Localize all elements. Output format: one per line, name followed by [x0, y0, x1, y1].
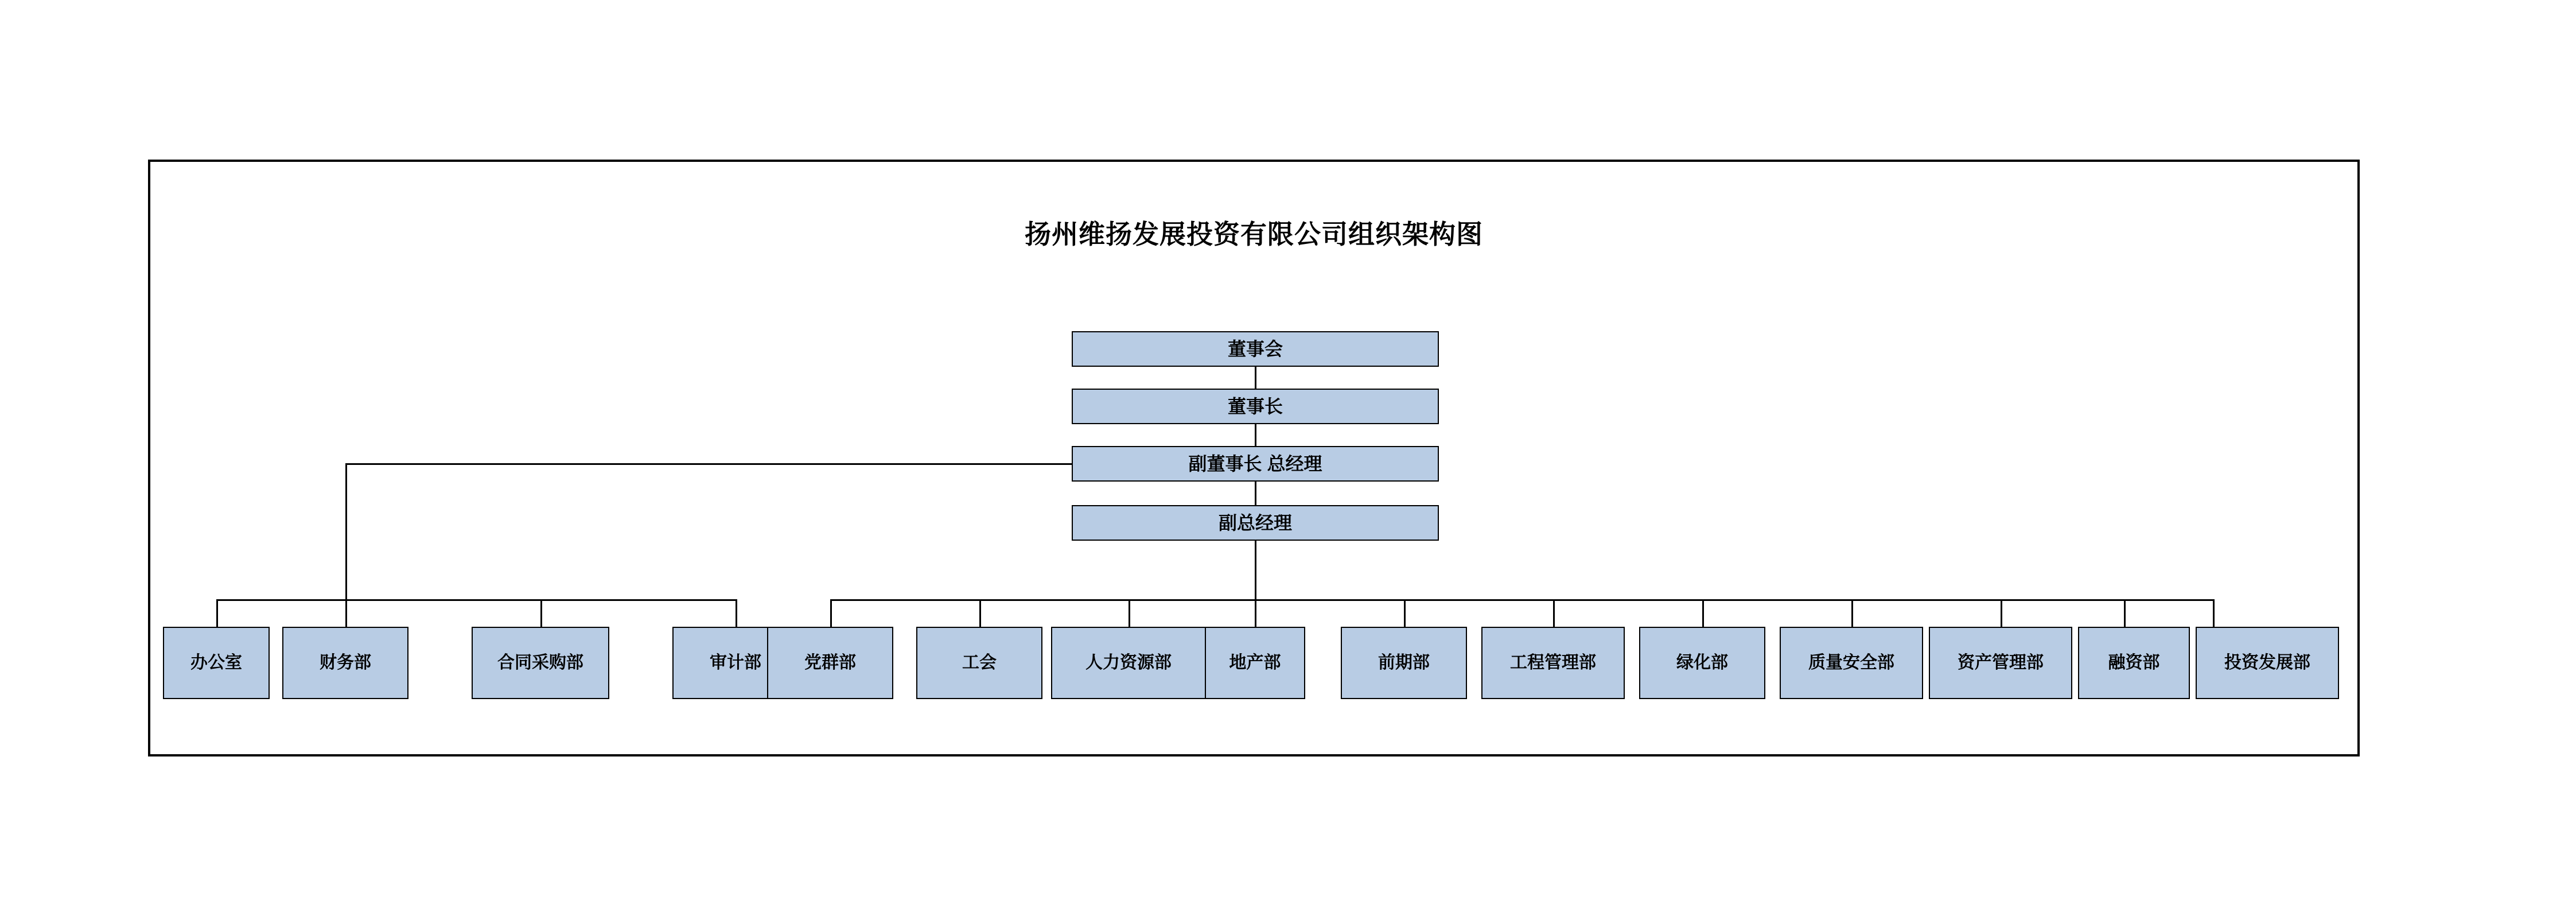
org-node-greening[interactable]: [1639, 627, 1765, 699]
org-chart-frame: [148, 160, 2360, 756]
org-node-human-resources-label: 人力资源部: [1085, 653, 1172, 672]
org-node-party-mass[interactable]: [767, 627, 893, 699]
connector-drop-greening: [1702, 599, 1704, 627]
org-node-financing-label: 融资部: [2108, 653, 2160, 672]
org-node-chairman-label: 董事长: [1227, 396, 1283, 417]
org-node-office[interactable]: [163, 627, 270, 699]
org-node-deputy-gm[interactable]: [1072, 505, 1439, 541]
connector-drop-human-resources: [1129, 599, 1130, 627]
org-node-engineering-management[interactable]: [1481, 627, 1625, 699]
org-node-chairman[interactable]: [1072, 389, 1439, 424]
org-node-office-label: 办公室: [190, 653, 242, 672]
connector-drop-contract-procurement: [540, 599, 542, 627]
org-node-greening-label: 绿化部: [1676, 653, 1728, 672]
connector-drop-quality-safety: [1851, 599, 1853, 627]
connector-drop-finance: [345, 599, 347, 627]
org-node-party-mass-label: 党群部: [804, 653, 856, 672]
org-node-contract-procurement[interactable]: [472, 627, 609, 699]
org-node-finance-label: 财务部: [320, 653, 371, 672]
connector-drop-financing: [2124, 599, 2126, 627]
org-node-financing[interactable]: [2078, 627, 2190, 699]
connector-vicechairman-left: [345, 463, 1073, 465]
org-node-investment-development[interactable]: [2196, 627, 2339, 699]
org-node-quality-safety-label: 质量安全部: [1808, 653, 1894, 672]
org-node-quality-safety[interactable]: [1780, 627, 1923, 699]
connector-drop-asset-management: [2001, 599, 2002, 627]
org-node-contract-procurement-label: 合同采购部: [497, 653, 583, 672]
org-node-preliminary-label: 前期部: [1378, 653, 1430, 672]
connector-drop-audit: [736, 599, 737, 627]
connector-drop-office: [216, 599, 218, 627]
org-node-board[interactable]: [1072, 331, 1439, 367]
org-node-engineering-management-label: 工程管理部: [1510, 653, 1596, 672]
connector-drop-labor-union: [979, 599, 981, 627]
connector-left-drop: [345, 463, 347, 599]
org-node-investment-development-label: 投资发展部: [2224, 653, 2310, 672]
connector-board-chairman: [1255, 367, 1256, 389]
page-title: 扬州维扬发展投资有限公司组织架构图: [1025, 219, 1483, 249]
org-node-board-label: 董事会: [1227, 339, 1283, 359]
connector-deputygm-down: [1255, 541, 1256, 599]
org-node-asset-management[interactable]: [1929, 627, 2072, 699]
connector-drop-real-estate: [1255, 599, 1256, 627]
org-node-real-estate-label: 地产部: [1229, 653, 1281, 672]
org-node-finance[interactable]: [282, 627, 408, 699]
connector-left-bus: [216, 599, 736, 601]
connector-drop-engineering-management: [1553, 599, 1555, 627]
org-node-preliminary[interactable]: [1341, 627, 1467, 699]
connector-right-bus: [830, 599, 2213, 601]
connector-drop-investment-development: [2213, 599, 2215, 627]
connector-drop-party-mass: [830, 599, 832, 627]
org-node-labor-union[interactable]: [916, 627, 1042, 699]
org-node-asset-management-label: 资产管理部: [1958, 653, 2044, 672]
org-node-human-resources[interactable]: [1051, 627, 1206, 699]
org-node-real-estate[interactable]: [1205, 627, 1305, 699]
connector-chairman-vicechairman: [1255, 424, 1256, 446]
org-node-vice-chairman-gm-label: 副董事长 总经理: [1188, 453, 1322, 474]
org-node-audit-label: 审计部: [710, 653, 761, 672]
connector-drop-preliminary: [1404, 599, 1406, 627]
connector-vicechairman-deputygm: [1255, 482, 1256, 505]
org-node-deputy-gm-label: 副总经理: [1218, 513, 1292, 533]
org-node-vice-chairman-gm[interactable]: [1072, 446, 1439, 482]
org-node-labor-union-label: 工会: [962, 653, 997, 672]
